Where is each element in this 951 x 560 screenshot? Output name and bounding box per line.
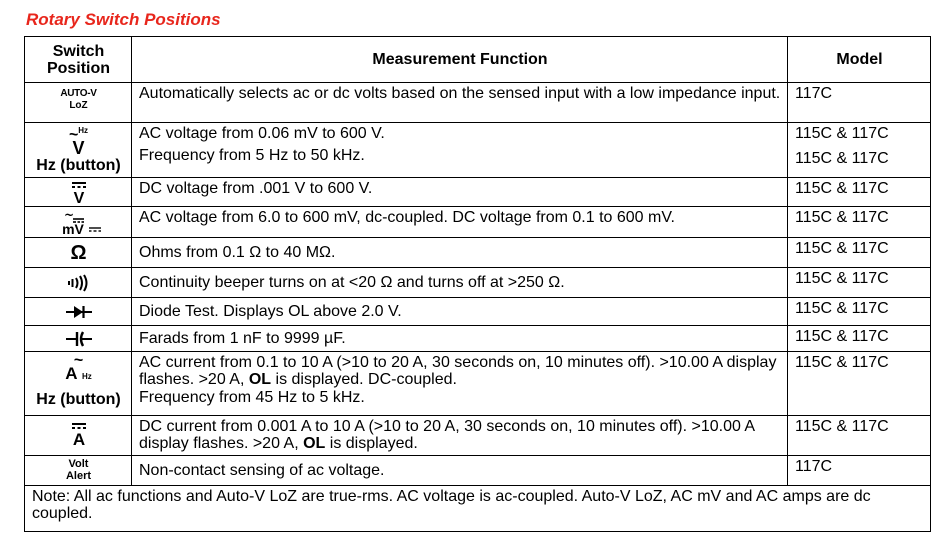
continuity-beeper-icon [25, 268, 132, 298]
model-text: 115C & 117C [795, 300, 889, 318]
table-row [25, 416, 931, 456]
function-text: Non-contact sensing of ac voltage. [139, 462, 385, 480]
table-row [25, 268, 931, 298]
function-text: Continuity beeper turns on at <20 Ω and turns off at >250 Ω. [139, 274, 565, 292]
function-text: Diode Test. Displays OL above 2.0 V. [139, 303, 402, 321]
function-text: AC voltage from 0.06 mV to 600 V. [139, 125, 385, 142]
header-model: Model [788, 37, 931, 83]
svg-text:~: ~ [63, 209, 74, 223]
table-row [25, 123, 931, 178]
dc-current-icon [25, 416, 132, 456]
model-text: 117C [795, 458, 833, 476]
model-text: 117C [795, 85, 833, 102]
model-text: 115C & 117C [795, 270, 889, 288]
function-text: Farads from 1 nF to 9999 µF. [139, 330, 346, 348]
table-row [25, 456, 931, 486]
ac-current-symbol: ~ A Hz Hz (button) [25, 352, 132, 416]
table-row [25, 207, 931, 238]
function-text: Ohms from 0.1 Ω to 40 MΩ. [139, 244, 336, 262]
model-text: 115C & 117C [795, 150, 889, 167]
hz-button-label: Hz (button) [36, 157, 121, 175]
diode-icon [25, 298, 132, 326]
table-row [25, 326, 931, 352]
function-text: AC current from 0.1 to 10 A (>10 to 20 A, 30 seconds on, 10 minutes off). >10.00 A display flashes. >20 A, OL is displayed. DC-coupled. [139, 354, 777, 389]
volt-alert-symbol: Volt Alert [25, 456, 132, 486]
millivolt-icon [25, 207, 132, 238]
model-text: 115C & 117C [795, 418, 889, 436]
function-text: Automatically selects ac or dc volts based on the sensed input with a low impedance input. [139, 85, 781, 102]
table-row [25, 178, 931, 207]
note-text: Note: All ac functions and Auto-V LoZ are true-rms. AC voltage is ac-coupled. Auto-V LoZ, AC mV and AC amps are dc coupled. [25, 486, 931, 532]
model-text: 115C & 117C [795, 209, 889, 227]
svg-text:mV: mV [61, 221, 84, 236]
model-text: 115C & 117C [795, 328, 889, 346]
model-text: 115C & 117C [795, 125, 889, 142]
model-text: 115C & 117C [795, 180, 889, 198]
header-switch-position: Switch Position [25, 37, 132, 83]
svg-text:V: V [73, 190, 84, 205]
ohm-icon: Ω [25, 238, 132, 268]
table-row [25, 298, 931, 326]
rotary-switch-table [24, 36, 931, 532]
dc-voltage-icon [25, 178, 132, 207]
auto-v-loz-symbol: AUTO-V LoZ [25, 83, 132, 123]
table-row [25, 83, 931, 123]
svg-text:A: A [72, 430, 85, 449]
note-row [25, 486, 931, 532]
function-text: DC current from 0.001 A to 10 A (>10 to 20 A, 30 seconds on, 10 minutes off). >10.00 A display flashes. >20 A, OL is displayed. [139, 418, 755, 453]
header-row [25, 37, 931, 83]
model-text: 115C & 117C [795, 354, 889, 372]
model-text: 115C & 117C [795, 240, 889, 258]
function-text: Frequency from 5 Hz to 50 kHz. [139, 147, 365, 164]
table-row [25, 238, 931, 268]
table-row [25, 352, 931, 416]
function-text: AC voltage from 6.0 to 600 mV, dc-coupled. DC voltage from 0.1 to 600 mV. [139, 209, 675, 227]
function-text: DC voltage from .001 V to 600 V. [139, 180, 373, 198]
header-measurement-function: Measurement Function [132, 37, 788, 83]
hz-button-label: Hz (button) [36, 391, 121, 409]
page-title: Rotary Switch Positions [26, 10, 221, 29]
function-text: Frequency from 45 Hz to 5 kHz. [139, 389, 365, 407]
ac-voltage-symbol: ~$^{Hz}$ V Hz (button) [25, 123, 132, 178]
capacitor-icon [25, 326, 132, 352]
